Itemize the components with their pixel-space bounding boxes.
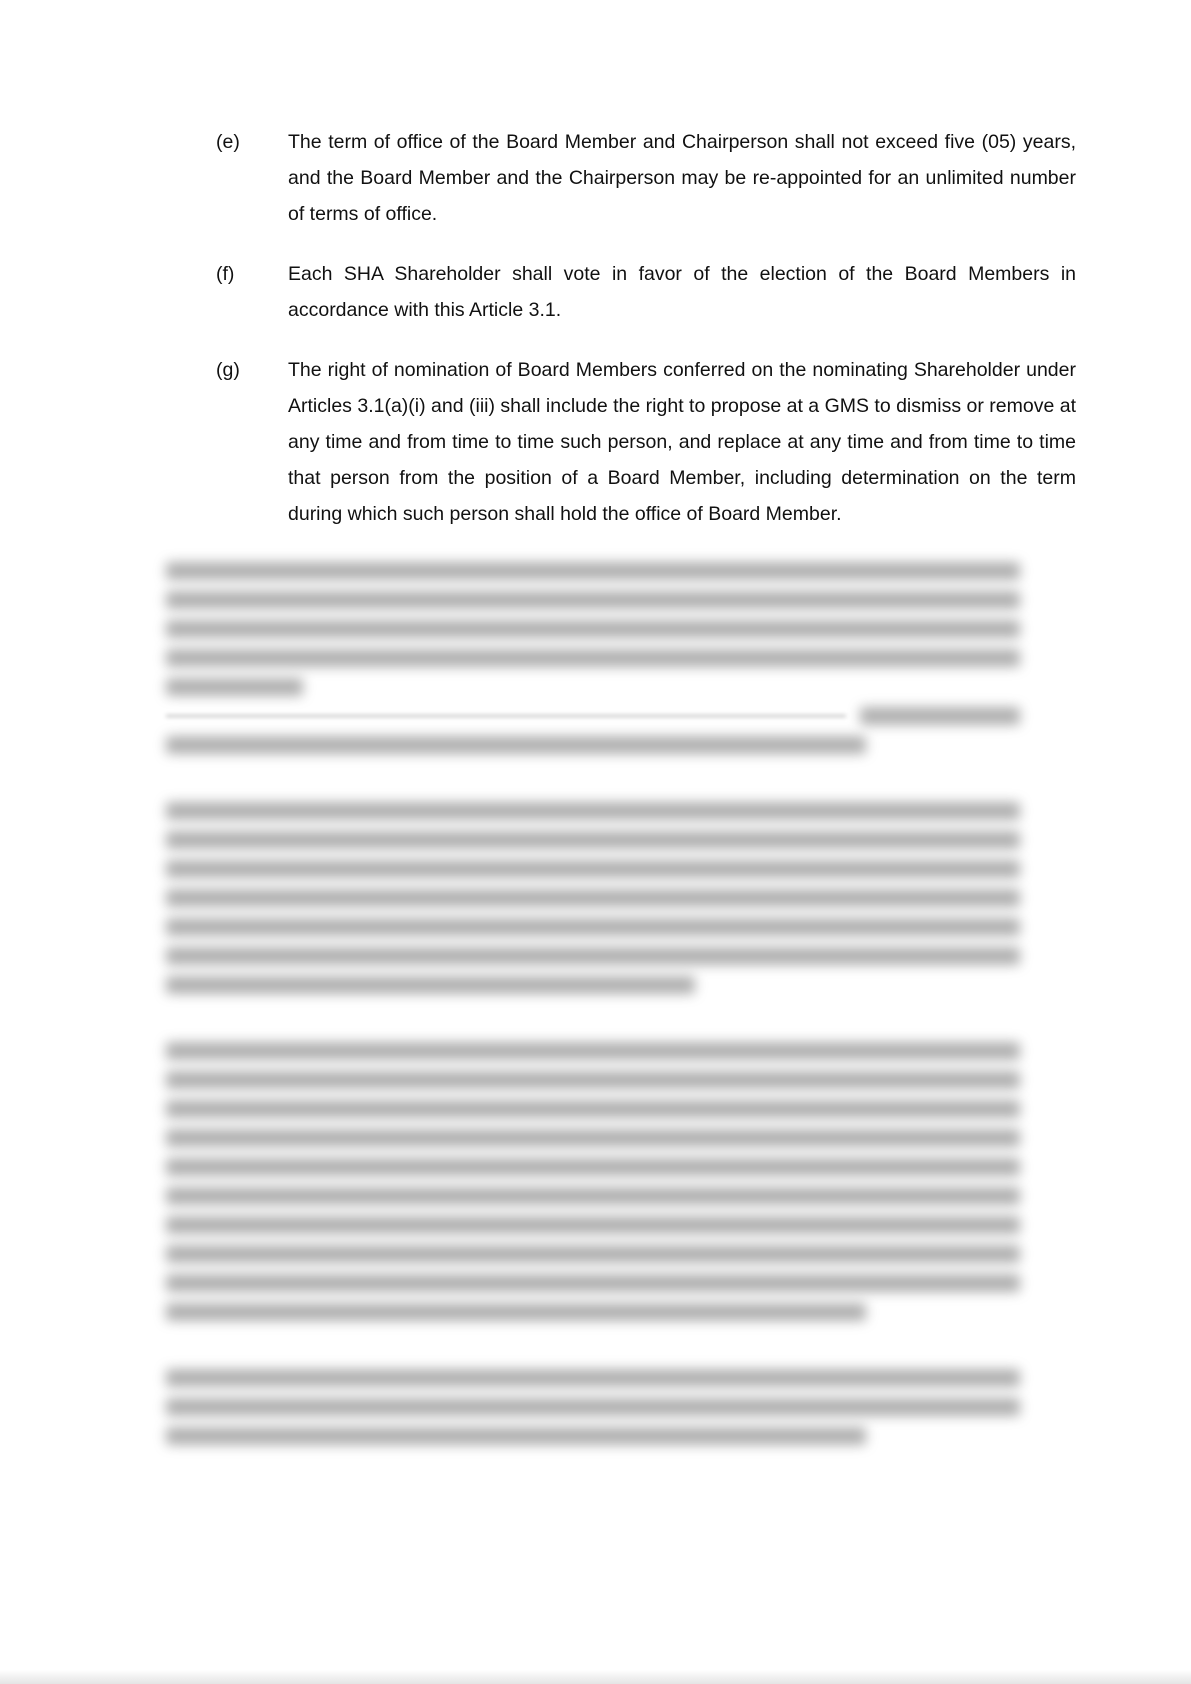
blurred-line bbox=[166, 1245, 1020, 1263]
blurred-line bbox=[166, 1398, 1020, 1416]
clause-text: The term of office of the Board Member and Chairperson shall not exceed five (05) years, and the Board Member and the Chairperson may be re-appointed for an unlimited number of terms of office. bbox=[288, 131, 1076, 225]
blurred-line bbox=[166, 802, 1020, 820]
clause-label: (f) bbox=[216, 263, 235, 285]
blurred-line bbox=[166, 831, 1020, 849]
blurred-line bbox=[166, 1158, 1020, 1176]
blurred-line bbox=[166, 918, 1020, 936]
blank-fill-row bbox=[166, 707, 1020, 725]
clause-text: The right of nomination of Board Members conferred on the nominating Shareholder under Articles 3.1(a)(i) and (iii) shall include the right to propose at a GMS to dismiss or remove at any time and from time to time such person, and replace at any time and from time to time that person from the position of a Board Member, including determination on the term during which such person shall hold the office of Board Member. bbox=[288, 359, 1076, 525]
blurred-paragraph bbox=[166, 802, 1020, 994]
blurred-line bbox=[166, 649, 1020, 667]
blurred-paragraph bbox=[166, 562, 1020, 754]
blurred-line bbox=[166, 1274, 1020, 1292]
blurred-line bbox=[166, 1100, 1020, 1118]
blurred-line bbox=[166, 1042, 1020, 1060]
blurred-line bbox=[166, 1129, 1020, 1147]
clause-f bbox=[216, 256, 1076, 328]
blurred-paragraph bbox=[166, 1042, 1020, 1321]
blurred-paragraph bbox=[166, 1369, 1020, 1445]
blank-underline bbox=[166, 715, 846, 717]
blurred-line bbox=[166, 976, 695, 994]
blurred-line bbox=[166, 1071, 1020, 1089]
blurred-line bbox=[860, 707, 1020, 725]
clause-label: (g) bbox=[216, 359, 240, 381]
blurred-line bbox=[166, 1187, 1020, 1205]
blurred-preview-region bbox=[166, 562, 1020, 1482]
clause-list bbox=[216, 124, 1076, 556]
blurred-line bbox=[166, 562, 1020, 580]
blurred-line bbox=[166, 889, 1020, 907]
blurred-line bbox=[166, 947, 1020, 965]
blurred-line bbox=[166, 591, 1020, 609]
clause-g bbox=[216, 352, 1076, 532]
blurred-line bbox=[166, 1369, 1020, 1387]
clause-text: Each SHA Shareholder shall vote in favor of the election of the Board Members in accordance with this Article 3.1. bbox=[288, 263, 1076, 321]
blurred-line bbox=[166, 1303, 866, 1321]
blurred-line bbox=[166, 620, 1020, 638]
blurred-line bbox=[166, 860, 1020, 878]
blurred-line bbox=[166, 736, 866, 754]
clause-e bbox=[216, 124, 1076, 232]
clause-label: (e) bbox=[216, 131, 240, 153]
blurred-line bbox=[166, 1216, 1020, 1234]
page-bottom-edge bbox=[0, 1670, 1191, 1684]
blurred-line bbox=[166, 1427, 866, 1445]
blurred-line bbox=[166, 678, 303, 696]
